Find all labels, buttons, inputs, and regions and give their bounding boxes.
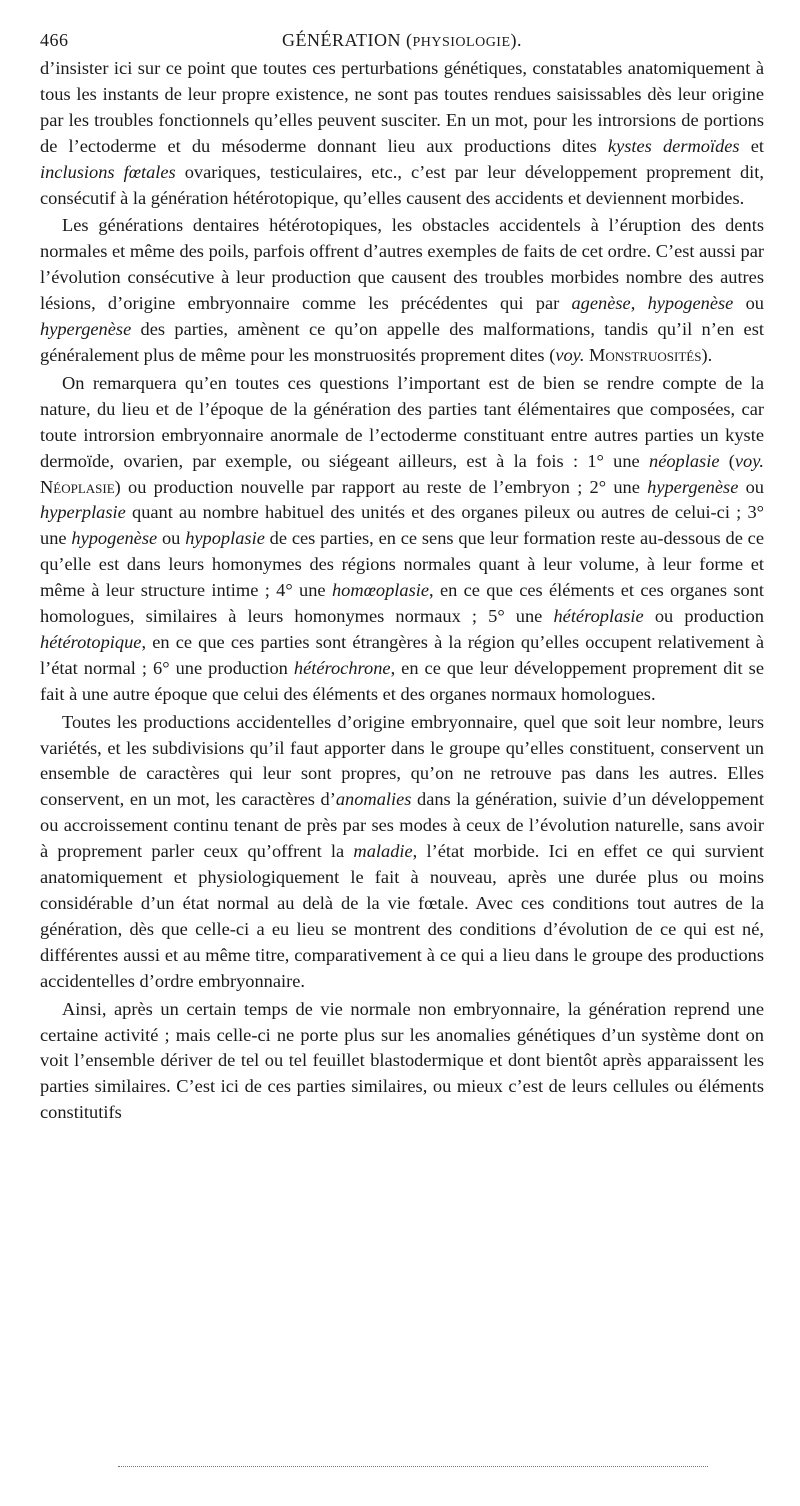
text-run: de ces parties, en ce sens que leur formation reste au-dessous de ce qu’elle est dans leurs homonymes des régions normales quant à leur volume, à leur forme et même à leur structure intime ; 4° une <box>40 528 764 601</box>
italic-term: hypergenèse <box>647 476 739 497</box>
italic-term: hypergenèse <box>40 319 132 340</box>
italic-term: voy. <box>734 450 764 471</box>
book-page <box>40 30 764 1126</box>
running-title-main: GÉNÉRATION <box>281 30 401 50</box>
text-run: et <box>739 135 765 156</box>
italic-term: hypoplasie <box>185 528 265 549</box>
text-run: ( <box>719 450 735 471</box>
body-text <box>40 56 764 1126</box>
text-run: Ainsi, après un certain temps de vie normale non embryonnaire, la génération reprend une certaine activité ; mais celle-ci ne porte plus sur les anomalies génétiques d’un système dont on voit l’ensemble dériver de tel ou tel feuillet blastodermique et dont bientôt après apparaissent les parties similaires. C’est ici de ces parties similaires, ou mieux c’est de leurs cellules ou éléments constitutifs <box>40 998 764 1123</box>
italic-term: agenèse <box>571 293 631 314</box>
text-run: ou <box>157 528 186 549</box>
text-run: , <box>630 293 648 314</box>
italic-term: kystes dermoïdes <box>607 135 740 156</box>
text-run: d’insister ici sur ce point que toutes ces perturbations génétiques, constatables anatomiquement à tous les instants de leur propre existence, ne sont pas toutes rendues saisissables dès leur origine par les troubles fonctionnels qu’elles peuvent susciter. En un mot, pour les introrsions de portions de l’ectoderme et du mésoderme donnant lieu aux productions dites <box>40 58 764 156</box>
page-number: 466 <box>40 30 69 50</box>
paragraph-3 <box>40 371 764 708</box>
paragraph-5 <box>40 997 764 1127</box>
text-run: ). <box>701 344 713 365</box>
italic-term: hétérotopique <box>40 631 142 652</box>
italic-term: anomalies <box>335 789 412 810</box>
italic-term: homœoplasie <box>331 580 430 601</box>
running-title: GÉNÉRATION (PHYSIOLOGIE). <box>281 30 523 50</box>
italic-term: maladie <box>353 841 413 862</box>
cross-reference: Néoplasie <box>40 476 115 497</box>
italic-term: néoplasie <box>649 450 720 471</box>
text-run: , en ce que ces parties sont étrangères à la région qu’elles occupent relativement à l’état normal ; 6° une production <box>40 631 764 678</box>
text-run: ou <box>733 293 764 314</box>
text-run: ou production <box>643 606 765 627</box>
running-title-section: PHYSIOLOGIE <box>412 35 511 50</box>
text-run: , en ce que leur développement proprement dit se fait à une autre époque que celui des éléments et des organes normaux homologues. <box>40 657 764 704</box>
paragraph-1 <box>40 56 764 211</box>
italic-term: hypogenèse <box>647 293 734 314</box>
text-run: ovariques, testiculaires, etc., c’est par leur développement proprement dit, consécutif à la génération hétérotopique, qu’elles causent des accidents et deviennent morbides. <box>40 161 764 208</box>
italic-term: voy. <box>555 344 585 365</box>
italic-term: hétéroplasie <box>553 606 644 627</box>
text-run: , en ce que ces éléments et ces organes sont homologues, similaires à leurs homonymes normaux ; 5° une <box>40 580 764 627</box>
text-run: ) ou production nouvelle par rapport au reste de l’embryon ; 2° une <box>114 476 648 497</box>
page-footer-rule <box>118 1466 708 1468</box>
paragraph-4 <box>40 710 764 995</box>
text-run: Les générations dentaires hétérotopiques, les obstacles accidentels à l’éruption des dents normales et même des poils, parfois offrent d’autres exemples de faits de cet ordre. C’est aussi par l’évolution consécutive à leur production que causent des troubles morbides nombre des autres lésions, d’origine embryonnaire comme les précédentes qui par <box>40 215 764 314</box>
text-run: dans la génération, suivie d’un développement ou accroissement continu tenant de près par ses modes à ceux de l’évolution naturelle, sans avoir à proprement parler ceux qu’offrent la <box>40 789 764 862</box>
italic-term: inclusions fœtales <box>40 161 176 182</box>
paragraph-2 <box>40 213 764 368</box>
text-run: quant au nombre habituel des unités et des organes pileux ou autres de celui-ci ; 3° une <box>40 502 764 549</box>
text-run: , l’état morbide. Ici en effet ce qui survient anatomiquement et physiologiquement le fait à nouveau, après une durée plus ou moins considérable d’un état normal au delà de la vie fœtale. Avec ces conditions tout autres de la génération, dès que celle-ci a eu lieu se montrent des conditions d’évolution de ce qui est né, différentes aussi et au même titre, comparativement à ce qui a lieu dans le groupe des productions accidentelles d’ordre embryonnaire. <box>40 841 764 991</box>
cross-reference: Monstruosités <box>589 344 702 365</box>
italic-term: hypogenèse <box>71 528 158 549</box>
italic-term: hétérochrone <box>293 657 391 678</box>
text-run: On remarquera qu’en toutes ces questions l’important est de bien se rendre compte de la nature, du lieu et de l’époque de la génération des parties tant élémentaires que composées, car toute introrsion embryonnaire anormale de l’ectoderme constituant entre autres parties un kyste dermoïde, ovarien, par exemple, ou siégeant ailleurs, est à la fois : 1° une <box>40 372 764 471</box>
text-run: des parties, amènent ce qu’on appelle des malformations, tandis qu’il n’en est généralement plus de même pour les monstruosités proprement dites ( <box>40 319 764 365</box>
text-run: ou <box>738 476 764 497</box>
italic-term: hyperplasie <box>40 502 126 523</box>
page-header <box>40 30 764 56</box>
text-run: Toutes les productions accidentelles d’origine embryonnaire, quel que soit leur nombre, leurs variétés, et les subdivisions qu’il faut apporter dans le groupe qu’elles constituent, conservent un ensemble de caractères qui leur sont propres, qu’on ne retrouve pas dans les autres. Elles conservent, en un mot, les caractères d’ <box>40 711 764 810</box>
